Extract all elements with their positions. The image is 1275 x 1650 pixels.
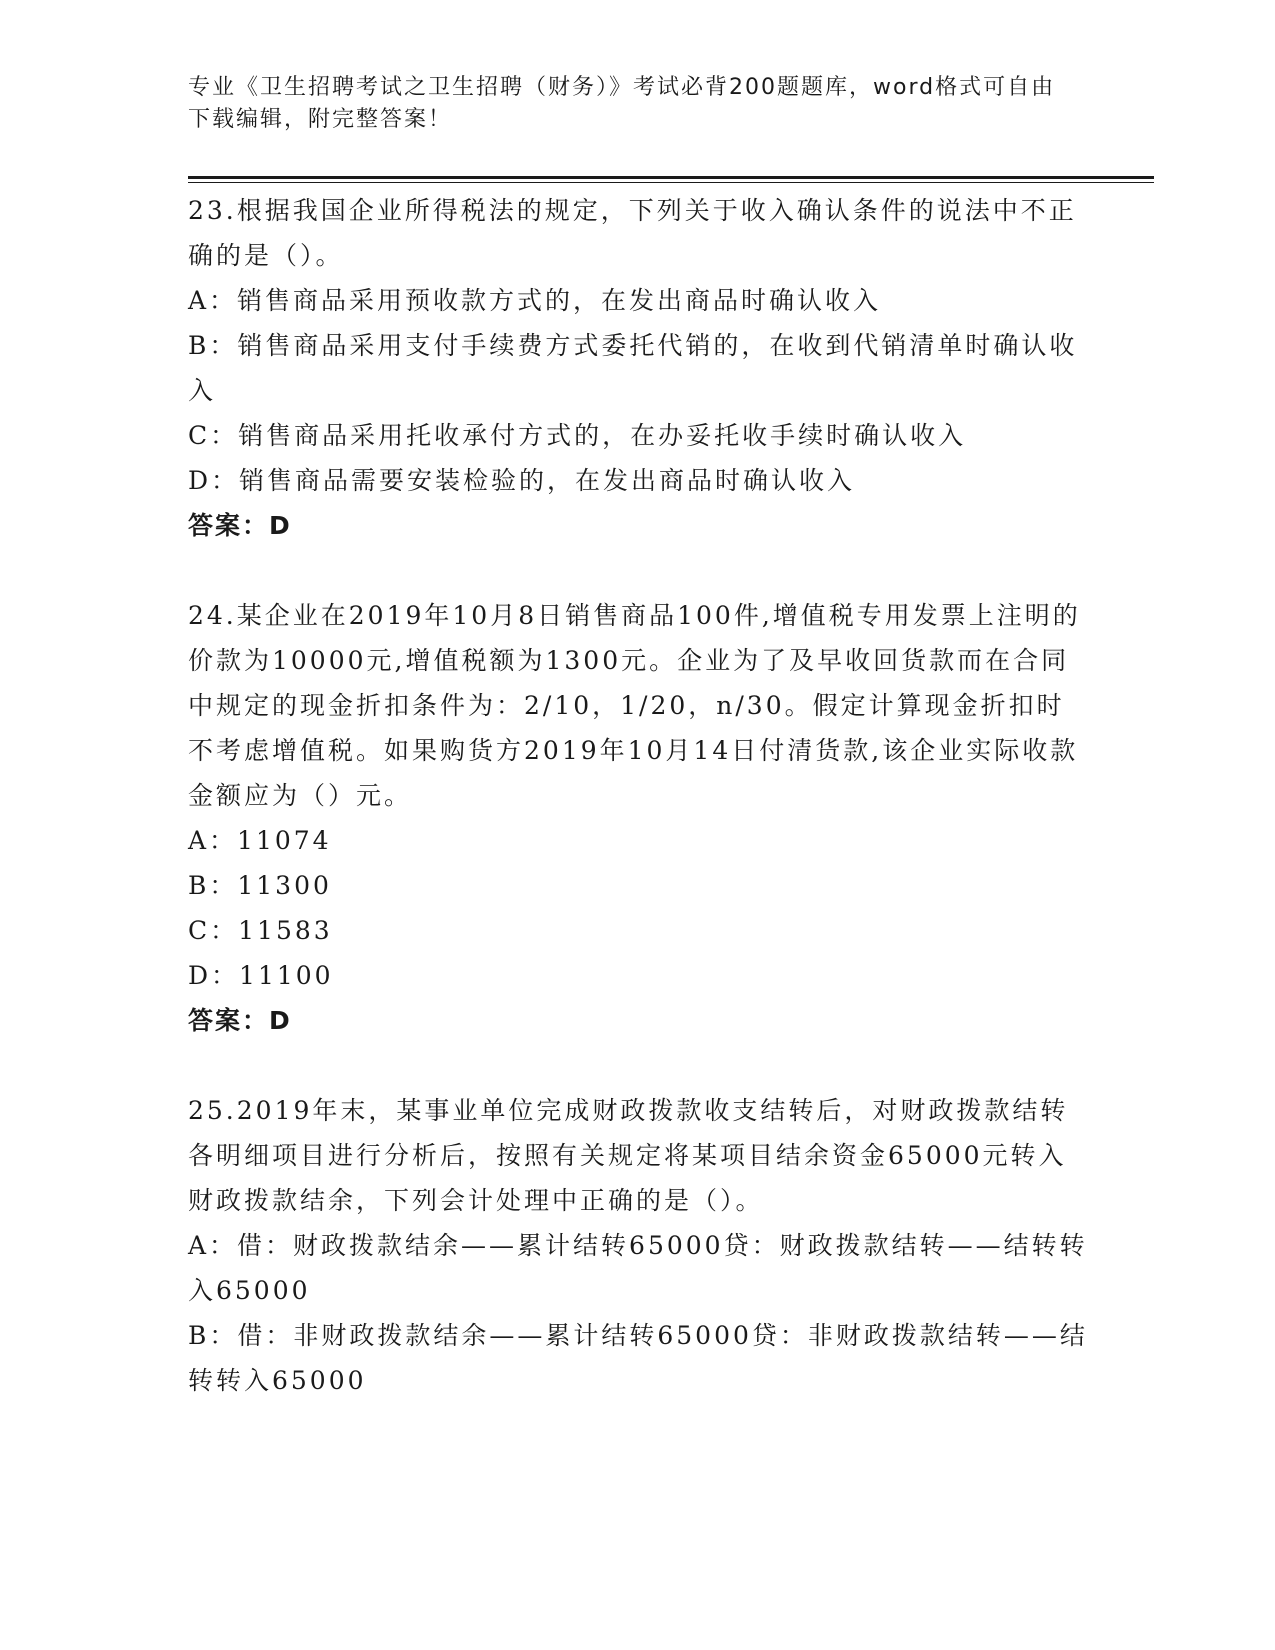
option-d: D：销售商品需要安装检验的，在发出商品时确认收入 (188, 466, 856, 495)
option-c: C：销售商品采用托收承付方式的，在办妥托收手续时确认收入 (188, 421, 967, 450)
question-stem: 24.某企业在2019年10月8日销售商品100件,增值税专用发票上注明的价款为10000元,增值税额为1300元。企业为了及早收回货款而在合同中规定的现金折扣条件为：2/10，1/20，n/30。假定计算现金折扣时不考虑增值税。如果购货方2019年10月14日付清货款,该企业实际收款金额应为（）元。 (188, 601, 1081, 810)
option-c: C：11583 (188, 916, 333, 945)
answer-label: 答案：D (188, 511, 292, 540)
question-stem: 25.2019年末，某事业单位完成财政拨款收支结转后，对财政拨款结转各明细项目进行分析后，按照有关规定将某项目结余资金65000元转入财政拨款结余，下列会计处理中正确的是（）。 (188, 1096, 1069, 1215)
question-spacer (188, 548, 1088, 593)
question-stem: 23.根据我国企业所得税法的规定，下列关于收入确认条件的说法中不正确的是（）。 (188, 196, 1077, 270)
option-b: B：销售商品采用支付手续费方式委托代销的，在收到代销清单时确认收入 (188, 331, 1078, 405)
option-b: B：11300 (188, 871, 332, 900)
question-24 (188, 593, 1088, 1043)
question-spacer (188, 1043, 1088, 1088)
option-a: A：借：财政拨款结余——累计结转65000贷：财政拨款结转——结转转入65000 (188, 1231, 1088, 1305)
question-list (188, 188, 1088, 1403)
option-b: B：借：非财政拨款结余——累计结转65000贷：非财政拨款结转——结转转入65000 (188, 1321, 1088, 1395)
question-23 (188, 188, 1088, 548)
option-a: A：销售商品采用预收款方式的，在发出商品时确认收入 (188, 286, 882, 315)
answer-label: 答案：D (188, 1006, 292, 1035)
question-25 (188, 1088, 1088, 1403)
header-divider-thin (188, 182, 1154, 183)
document-header: 专业《卫生招聘考试之卫生招聘（财务）》考试必背200题题库，word格式可自由下载编辑，附完整答案！ (188, 75, 1056, 132)
header-divider-thick (188, 176, 1154, 179)
option-a: A：11074 (188, 826, 332, 855)
option-d: D：11100 (188, 961, 334, 990)
